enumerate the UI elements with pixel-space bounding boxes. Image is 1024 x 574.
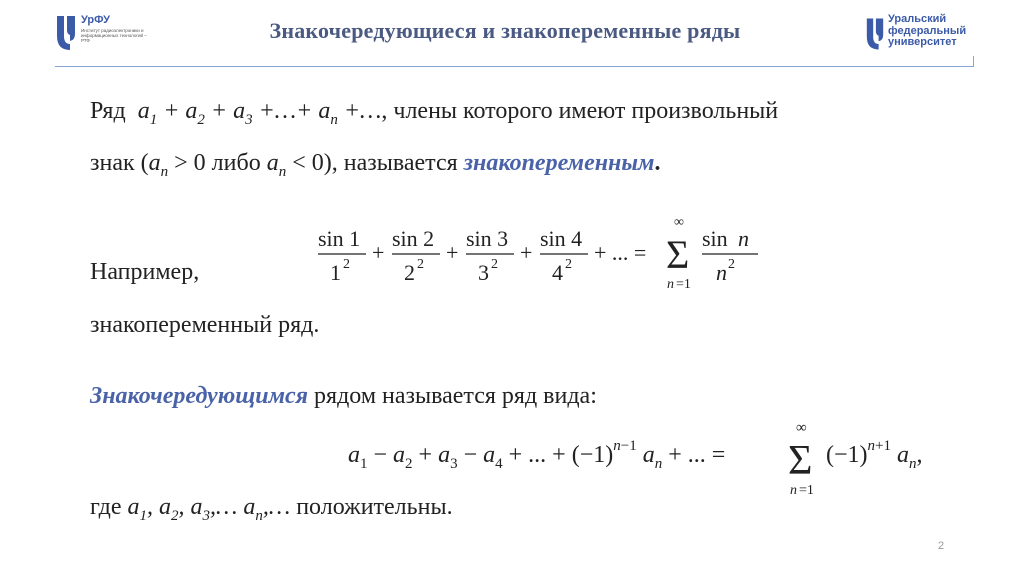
svg-text:sin 4: sin 4 [540, 226, 583, 251]
svg-text:sin 3: sin 3 [466, 226, 509, 251]
p1-rest: , члены которого имеют произвольный [381, 98, 779, 124]
formula-sin-series [318, 216, 768, 296]
svg-text:+ ... =: + ... = [594, 240, 647, 265]
header-rule-tick [973, 56, 974, 67]
urfu-u-icon-right [865, 16, 885, 52]
svg-text:n: n [716, 260, 727, 285]
p2-end: < 0), называется [286, 150, 464, 176]
page-number: 2 [938, 540, 945, 552]
logo-right-name [888, 14, 966, 49]
term-alternating-sign: знакопеременным [463, 150, 655, 176]
last-start: где [90, 494, 128, 520]
term-alternating: Знакочередующимся [90, 383, 309, 409]
svg-text:Σ: Σ [788, 438, 813, 484]
urfu-u-icon [55, 14, 77, 52]
svg-text:2: 2 [728, 257, 735, 272]
svg-text:Σ: Σ [666, 232, 690, 277]
urfu-irit-logo [55, 14, 145, 60]
urfu-logo [865, 14, 985, 58]
svg-text:=1: =1 [676, 277, 691, 292]
series-expression: $a_1 + a_2 + a_3$ +…+ $a_n$ +… [137, 98, 382, 128]
svg-text:sin: sin [702, 226, 728, 251]
def-rest: рядом называется ряд вида: [308, 383, 597, 409]
svg-text:a1 − a2 + a3 − a4 + ... + (−1): $a_1 - a_2 + a_3 - a_4$ + ... + $(-1)^n-1$ $a_n$ + ... = [348, 438, 726, 472]
p2-dot: . [654, 150, 661, 176]
p1-word: Ряд [90, 98, 126, 124]
positivity-line [90, 494, 453, 525]
logo-left-name: УрФУ [81, 14, 110, 26]
p2-start: знак ( [90, 150, 149, 176]
slide-header [0, 0, 1024, 72]
slide-title: Знакочередующиеся и знакопеременные ряды [269, 18, 741, 43]
a-n-symbol-2: $a_n$ [266, 150, 287, 180]
svg-text:+: + [520, 240, 533, 265]
svg-text:4: 4 [552, 260, 563, 285]
logo-right-line1: Уральский [888, 13, 947, 25]
svg-text:2: 2 [343, 257, 350, 272]
header-rule [55, 66, 974, 67]
paragraph-alternating-def [90, 383, 597, 410]
p2-mid: > 0 либо [168, 150, 267, 176]
paragraph-series-def-line2 [90, 150, 660, 181]
a-n-symbol: $a_n$ [148, 150, 169, 180]
svg-text:∞: ∞ [674, 216, 684, 230]
svg-text:+: + [372, 240, 385, 265]
formula-alternating-series [348, 418, 958, 498]
svg-text:n: n [667, 277, 674, 292]
logo-right-line2: федеральный [888, 24, 967, 37]
svg-text:2: 2 [417, 257, 424, 272]
svg-text:(−1)n+1 an,: $(-1)^n+1$ $a_n$, [826, 438, 923, 472]
logo-left-subtitle: Институт радиоэлектроники и информационных технологий – РТФ [81, 28, 147, 43]
last-end: положительны. [290, 494, 453, 520]
svg-text:2: 2 [565, 257, 572, 272]
paragraph-series-def-line1 [90, 98, 778, 129]
terms-list: $a_1$, $a_2$, $a_3,\dots$ $a_n,\dots$ [127, 494, 291, 524]
svg-text:1: 1 [330, 260, 341, 285]
example-after: знакопеременный ряд. [90, 312, 320, 338]
svg-text:=1: =1 [799, 483, 814, 498]
svg-text:+: + [446, 240, 459, 265]
svg-text:sin 2: sin 2 [392, 226, 435, 251]
svg-text:n: n [790, 483, 797, 498]
svg-text:∞: ∞ [796, 420, 807, 436]
svg-text:2: 2 [404, 260, 415, 285]
svg-text:n: n [738, 226, 749, 251]
example-label: Например, [90, 259, 200, 285]
svg-text:sin 1: sin 1 [318, 226, 361, 251]
svg-text:3: 3 [478, 260, 489, 285]
svg-text:2: 2 [491, 257, 498, 272]
logo-right-line3: университет [888, 36, 957, 48]
